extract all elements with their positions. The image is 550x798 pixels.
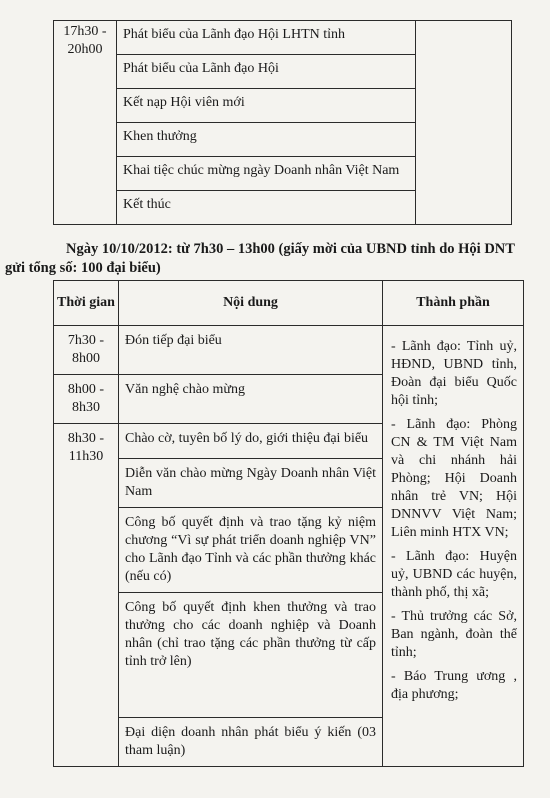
participants-cell	[416, 21, 512, 225]
content-cell: Phát biểu của Lãnh đạo Hội LHTN tỉnh	[117, 21, 416, 55]
participant-item: - Lãnh đạo: Phòng CN & TM Việt Nam và chi nhánh hải Phòng; Hội Doanh nhân trẻ VN; Hội DNNVV Việt Nam; Liên minh HTX VN;	[391, 417, 517, 540]
header-participants: Thành phần	[383, 281, 524, 326]
content-cell: Kết nạp Hội viên mới	[117, 89, 416, 123]
participant-item: - Lãnh đạo: Tỉnh uỷ, HĐND, UBND tỉnh, Đoàn đại biểu Quốc hội tỉnh;	[391, 339, 517, 408]
schedule-table-evening	[53, 20, 512, 225]
header-content: Nội dung	[119, 281, 383, 326]
table-row	[54, 21, 512, 55]
content-cell: Chào cờ, tuyên bố lý do, giới thiệu đại biểu	[119, 424, 383, 459]
participant-item: - Báo Trung ương , địa phương;	[391, 669, 517, 702]
content-cell: Diễn văn chào mừng Ngày Doanh nhân Việt Nam	[119, 459, 383, 508]
table-row	[54, 326, 524, 375]
schedule-table-main	[53, 280, 524, 767]
content-cell: Khai tiệc chúc mừng ngày Doanh nhân Việt Nam	[117, 157, 416, 191]
content-cell: Đại diện doanh nhân phát biểu ý kiến (03 tham luận)	[119, 718, 383, 767]
heading-line-1: Ngày 10/10/2012: từ 7h30 – 13h00 (giấy mời của UBND tỉnh do Hội DNT	[66, 241, 515, 257]
participant-item: - Thủ trưởng các Sở, Ban ngành, đoàn thể tỉnh;	[391, 609, 517, 660]
content-cell: Công bố quyết định và trao tặng kỷ niệm chương “Vì sự phát triển doanh nghiệp VN” cho Lãnh đạo Tỉnh và các phần thưởng khác (nếu có)	[119, 508, 383, 593]
header-time: Thời gian	[54, 281, 119, 326]
participants-cell	[383, 326, 524, 767]
content-cell: Đón tiếp đại biểu	[119, 326, 383, 375]
time-cell: 8h30 - 11h30	[54, 424, 119, 767]
content-cell: Công bố quyết định khen thưởng và trao thưởng cho các doanh nghiệp và Doanh nhân (chỉ trao tặng các phần thưởng từ cấp tỉnh trở lên)	[119, 593, 383, 718]
table-header-row	[54, 281, 524, 326]
content-cell: Kết thúc	[117, 191, 416, 225]
content-cell: Khen thưởng	[117, 123, 416, 157]
content-cell: Văn nghệ chào mừng	[119, 375, 383, 424]
content-cell: Phát biểu của Lãnh đạo Hội	[117, 55, 416, 89]
heading-line-2: gửi tổng số: 100 đại biểu)	[5, 260, 161, 276]
time-cell: 17h30 - 20h00	[54, 21, 117, 225]
section-heading	[5, 240, 526, 278]
time-cell: 7h30 - 8h00	[54, 326, 119, 375]
time-cell: 8h00 - 8h30	[54, 375, 119, 424]
participant-item: - Lãnh đạo: Huyện uỷ, UBND các huyện, thành phố, thị xã;	[391, 549, 517, 600]
